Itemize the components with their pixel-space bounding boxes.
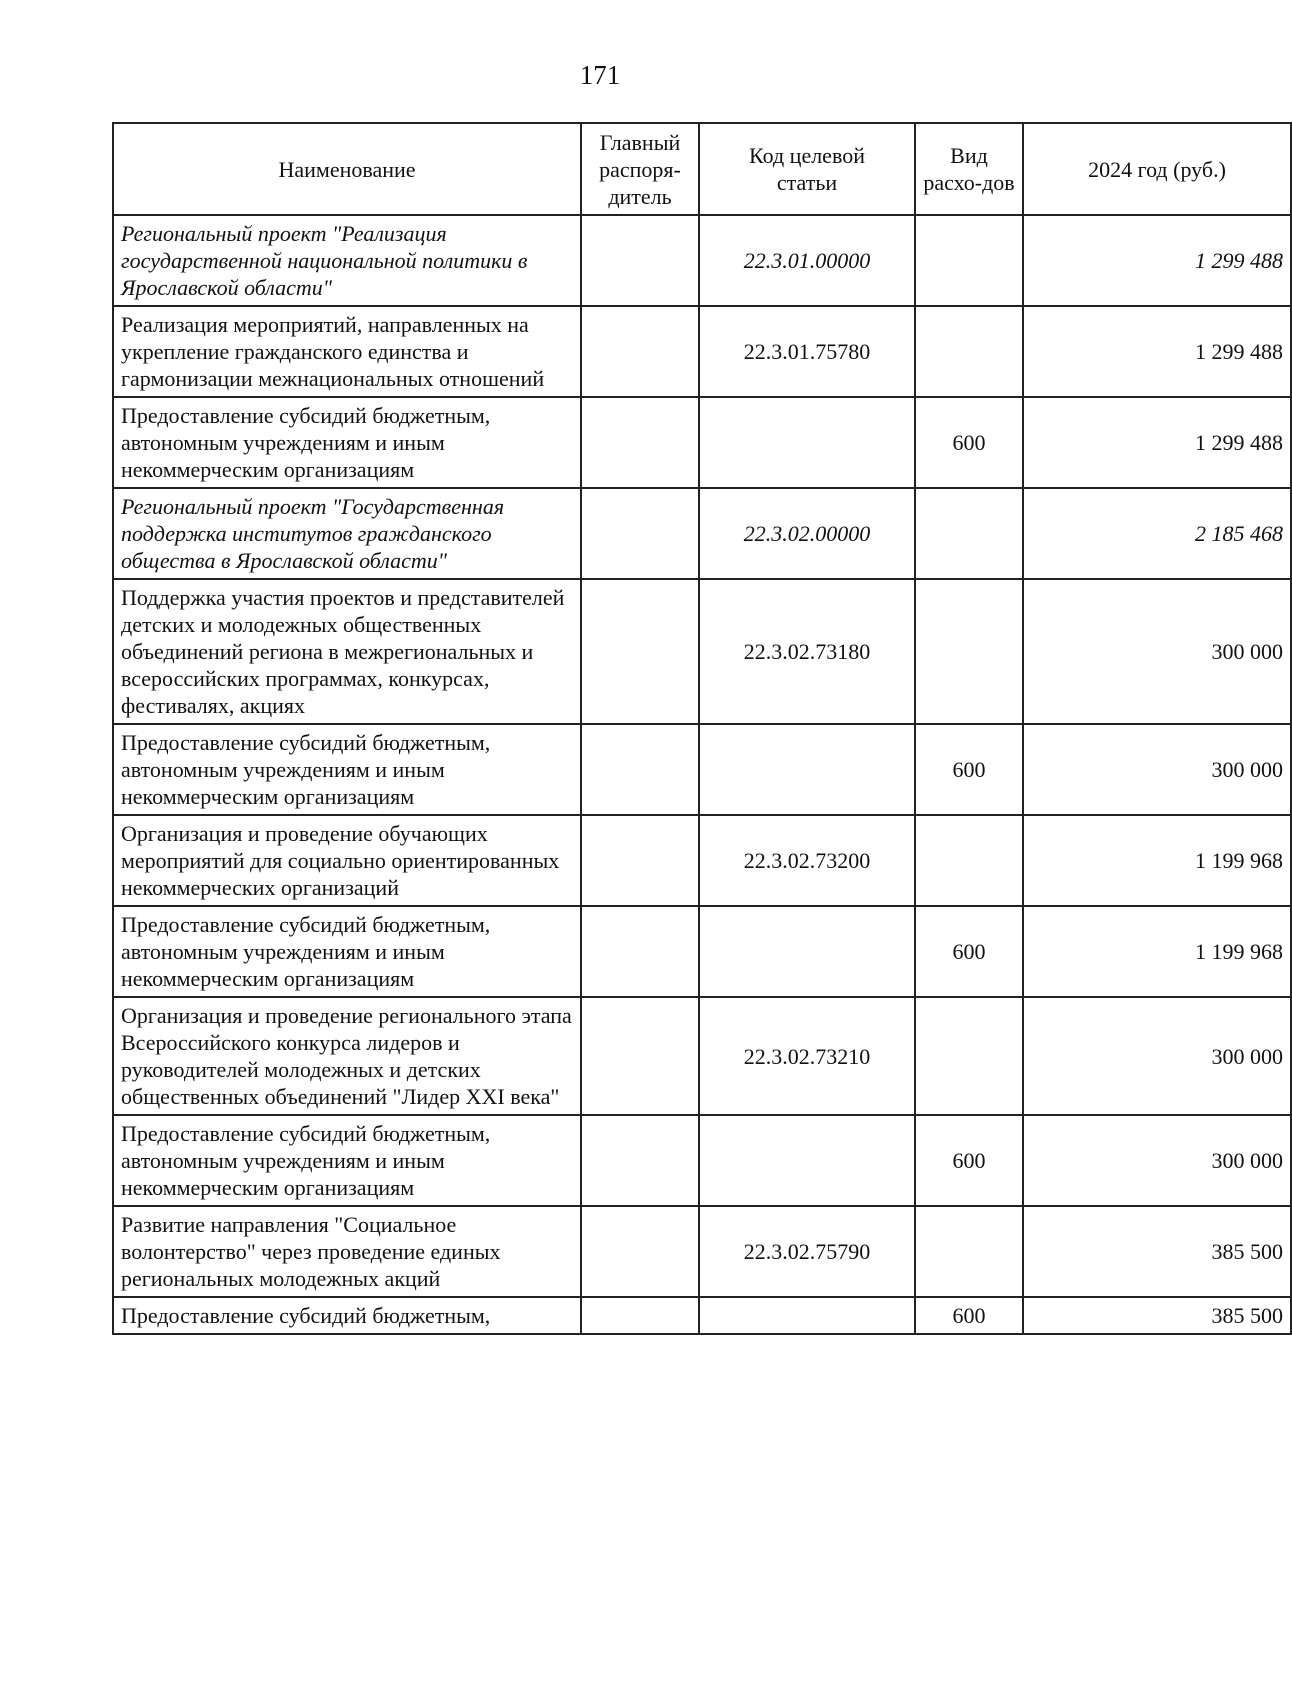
table-row [113, 215, 1291, 306]
cell-chief-administrator [581, 997, 699, 1115]
cell-chief-administrator [581, 815, 699, 906]
table-row [113, 1297, 1291, 1334]
table-header-row [113, 123, 1291, 215]
cell-target-code [699, 1297, 915, 1334]
cell-chief-administrator [581, 1206, 699, 1297]
cell-expense-type [915, 488, 1023, 579]
cell-name: Организация и проведение регионального этапа Всероссийского конкурса лидеров и руководителей молодежных и детских общественных объединений "Лидер XXI века" [113, 997, 581, 1115]
cell-amount: 1 299 488 [1023, 215, 1291, 306]
cell-name: Организация и проведение обучающих мероприятий для социально ориентированных некоммерческих организаций [113, 815, 581, 906]
cell-name: Реализация мероприятий, направленных на укрепление гражданского единства и гармонизации межнациональных отношений [113, 306, 581, 397]
cell-target-code [699, 724, 915, 815]
cell-target-code [699, 397, 915, 488]
cell-amount: 2 185 468 [1023, 488, 1291, 579]
cell-amount: 1 299 488 [1023, 397, 1291, 488]
cell-expense-type: 600 [915, 397, 1023, 488]
table-body [113, 215, 1291, 1334]
header-name: Наименование [113, 123, 581, 215]
cell-target-code [699, 906, 915, 997]
table-row [113, 815, 1291, 906]
header-amount-2024: 2024 год (руб.) [1023, 123, 1291, 215]
cell-chief-administrator [581, 579, 699, 724]
cell-expense-type: 600 [915, 724, 1023, 815]
cell-chief-administrator [581, 397, 699, 488]
header-target-code: Код целевой статьи [699, 123, 915, 215]
cell-chief-administrator [581, 215, 699, 306]
cell-target-code: 22.3.01.00000 [699, 215, 915, 306]
cell-amount: 385 500 [1023, 1206, 1291, 1297]
cell-amount: 300 000 [1023, 1115, 1291, 1206]
cell-chief-administrator [581, 1297, 699, 1334]
cell-amount: 1 199 968 [1023, 815, 1291, 906]
table-row [113, 724, 1291, 815]
budget-table [112, 122, 1292, 1335]
table-row [113, 1115, 1291, 1206]
cell-name: Предоставление субсидий бюджетным, [113, 1297, 581, 1334]
page-number: 171 [579, 60, 621, 90]
table-row [113, 488, 1291, 579]
cell-chief-administrator [581, 1115, 699, 1206]
cell-expense-type [915, 306, 1023, 397]
cell-name: Региональный проект "Государственная поддержка институтов гражданского общества в Ярославской области" [113, 488, 581, 579]
cell-expense-type [915, 1206, 1023, 1297]
cell-name: Развитие направления "Социальное волонтерство" через проведение единых региональных молодежных акций [113, 1206, 581, 1297]
cell-target-code: 22.3.02.73180 [699, 579, 915, 724]
cell-name: Предоставление субсидий бюджетным, автономным учреждениям и иным некоммерческим организациям [113, 397, 581, 488]
cell-target-code: 22.3.02.73210 [699, 997, 915, 1115]
cell-chief-administrator [581, 488, 699, 579]
cell-expense-type [915, 997, 1023, 1115]
cell-amount: 300 000 [1023, 997, 1291, 1115]
header-expense-type: Вид расхо-дов [915, 123, 1023, 215]
cell-chief-administrator [581, 724, 699, 815]
table-row [113, 306, 1291, 397]
cell-amount: 300 000 [1023, 579, 1291, 724]
cell-name: Предоставление субсидий бюджетным, автономным учреждениям и иным некоммерческим организациям [113, 906, 581, 997]
cell-target-code: 22.3.02.75790 [699, 1206, 915, 1297]
cell-expense-type [915, 815, 1023, 906]
cell-expense-type: 600 [915, 906, 1023, 997]
cell-target-code: 22.3.02.00000 [699, 488, 915, 579]
cell-amount: 1 299 488 [1023, 306, 1291, 397]
cell-target-code: 22.3.01.75780 [699, 306, 915, 397]
cell-name: Региональный проект "Реализация государственной национальной политики в Ярославской области" [113, 215, 581, 306]
cell-name: Предоставление субсидий бюджетным, автономным учреждениям и иным некоммерческим организациям [113, 1115, 581, 1206]
table-row [113, 1206, 1291, 1297]
cell-name: Предоставление субсидий бюджетным, автономным учреждениям и иным некоммерческим организациям [113, 724, 581, 815]
cell-name: Поддержка участия проектов и представителей детских и молодежных общественных объединений региона в межрегиональных и всероссийских программах, конкурсах, фестивалях, акциях [113, 579, 581, 724]
cell-expense-type: 600 [915, 1115, 1023, 1206]
cell-amount: 385 500 [1023, 1297, 1291, 1334]
table-row [113, 906, 1291, 997]
table-row [113, 579, 1291, 724]
cell-expense-type [915, 579, 1023, 724]
cell-expense-type [915, 215, 1023, 306]
header-chief-administrator: Главный распоря-дитель [581, 123, 699, 215]
cell-target-code [699, 1115, 915, 1206]
cell-expense-type: 600 [915, 1297, 1023, 1334]
cell-amount: 1 199 968 [1023, 906, 1291, 997]
table-row [113, 997, 1291, 1115]
cell-target-code: 22.3.02.73200 [699, 815, 915, 906]
table-row [113, 397, 1291, 488]
cell-chief-administrator [581, 906, 699, 997]
cell-amount: 300 000 [1023, 724, 1291, 815]
cell-chief-administrator [581, 306, 699, 397]
